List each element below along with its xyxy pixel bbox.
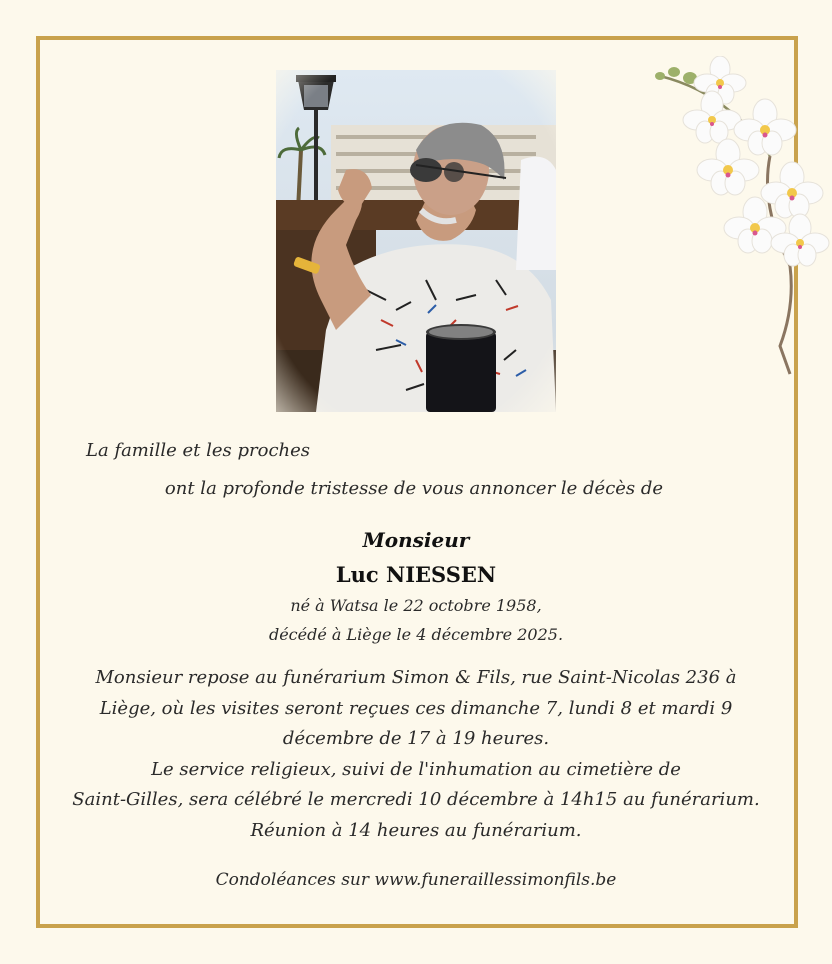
details-line: décembre de 17 à 19 heures. (282, 728, 550, 749)
birth-info: né à Watsa le 22 octobre 1958, (290, 596, 542, 615)
details-line: Liège, où les visites seront reçues ces dimanche 7, lundi 8 et mardi 9 (99, 697, 733, 719)
intro-line-announcement-text: ont la profonde tristesse de vous annoncer le décès de (164, 478, 664, 499)
orchid-decoration (640, 56, 830, 386)
deceased-name: Luc NIESSEN (335, 562, 497, 587)
funeral-details (60, 663, 772, 846)
details-line: Le service religieux, suivi de l'inhumation au cimetière de (151, 758, 681, 780)
portrait-photo (276, 70, 556, 412)
intro-line-family: La famille et les proches (86, 440, 311, 461)
details-line: Saint-Gilles, sera célébré le mercredi 10 décembre à 14h15 au funérarium. (72, 789, 760, 810)
deceased-title: Monsieur (362, 528, 470, 552)
death-info: décédé à Liège le 4 décembre 2025. (268, 625, 564, 644)
intro-line-announcement (0, 478, 832, 499)
details-line: Réunion à 14 heures au funérarium. (250, 819, 582, 841)
condolences-link[interactable]: Condoléances sur www.funeraillessimonfils.be (215, 870, 617, 890)
details-line: Monsieur repose au funérarium Simon & Fils, rue Saint-Nicolas 236 à (95, 667, 737, 688)
